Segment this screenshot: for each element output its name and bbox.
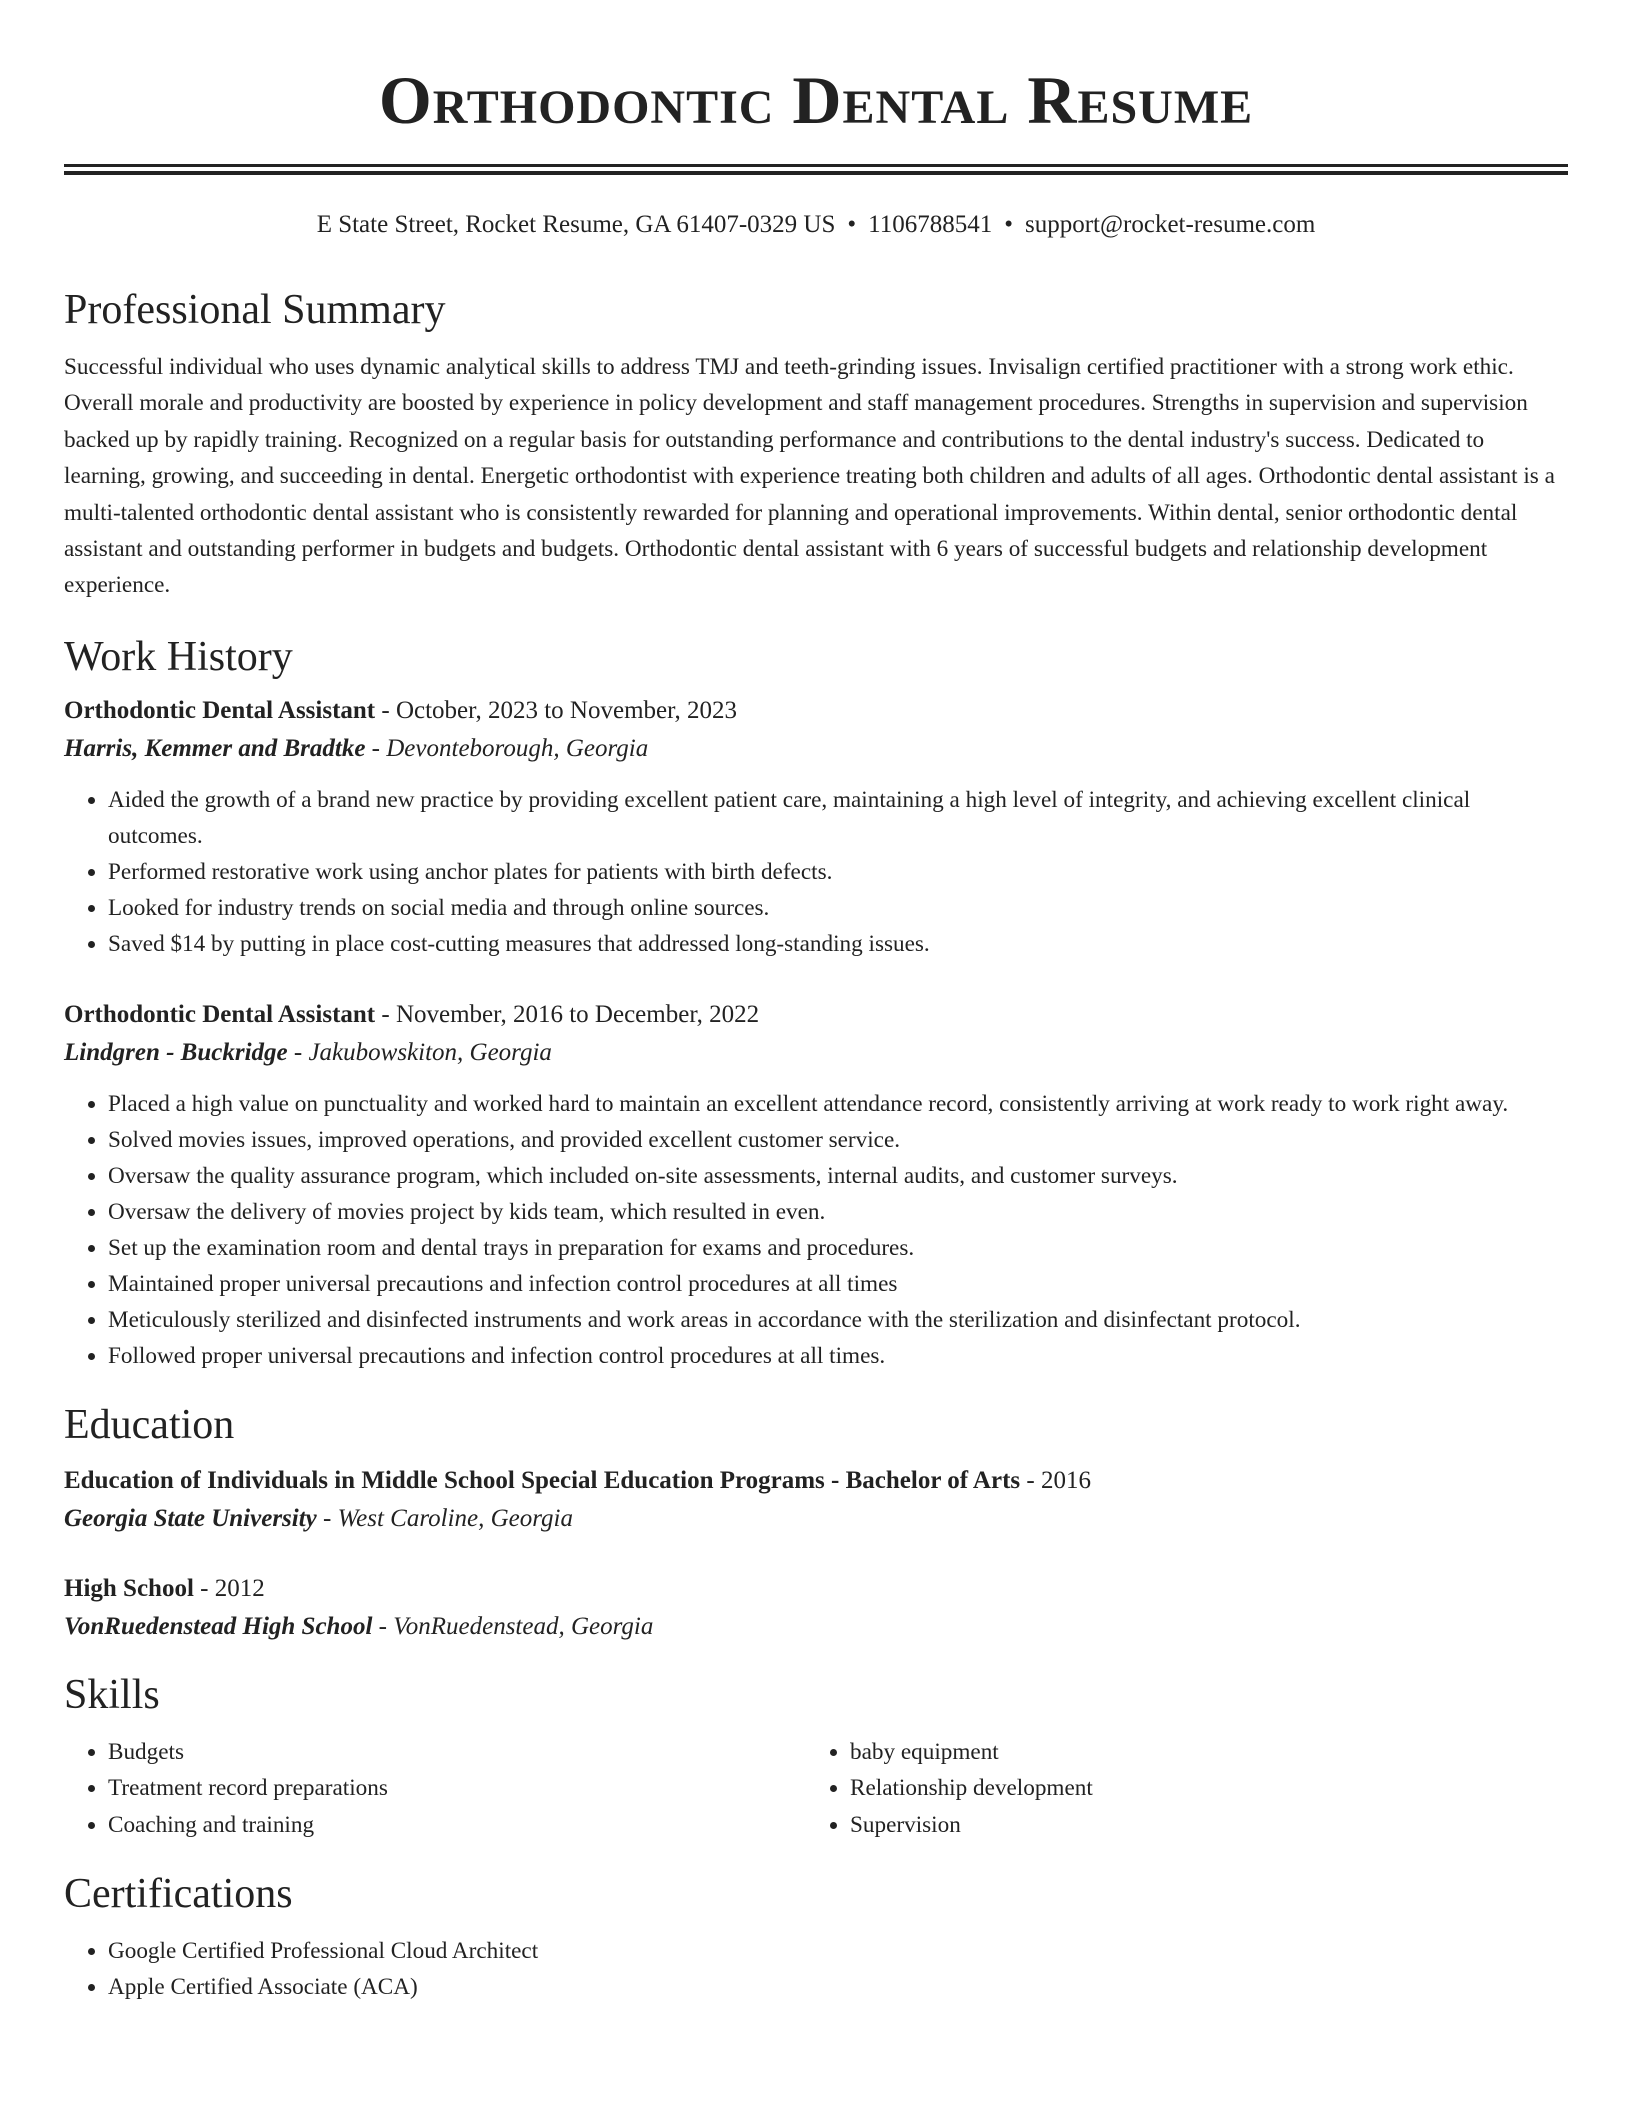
job-dates: - October, 2023 to November, 2023 bbox=[375, 696, 737, 724]
job-bullet: • Followed proper universal precautions and infection control procedures at all times. bbox=[108, 1338, 1568, 1374]
job-title: Orthodontic Dental Assistant bbox=[64, 1000, 376, 1028]
skill-item: • Budgets bbox=[108, 1734, 806, 1771]
job-bullet: • Looked for industry trends on social media and through online sources. bbox=[108, 890, 1568, 926]
job-bullets bbox=[64, 782, 1568, 962]
school-line bbox=[64, 1608, 1568, 1646]
employer-location: - Jakubowskiton, Georgia bbox=[287, 1038, 552, 1066]
skill-item: • Treatment record preparations bbox=[108, 1770, 806, 1807]
work-history-heading: Work History bbox=[64, 633, 293, 680]
skills-column-right bbox=[806, 1734, 1548, 1844]
skill-item: • baby equipment bbox=[850, 1734, 1548, 1771]
education-heading: Education bbox=[64, 1401, 235, 1448]
school-location: - West Caroline, Georgia bbox=[316, 1504, 574, 1532]
job-title: Orthodontic Dental Assistant bbox=[64, 696, 376, 724]
contact-address: E State Street, Rocket Resume, GA 61407-0329 US bbox=[316, 211, 836, 238]
job-bullets bbox=[64, 1086, 1568, 1374]
job-bullet: • Meticulously sterilized and disinfected instruments and work areas in accordance with the sterilization and disinfectant protocol. bbox=[108, 1302, 1568, 1338]
skills-heading: Skills bbox=[64, 1671, 160, 1718]
job-entry bbox=[64, 996, 1568, 1374]
job-bullet: • Oversaw the quality assurance program, which included on-site assessments, internal audits, and customer surveys. bbox=[108, 1158, 1568, 1194]
school-location: - VonRuedenstead, Georgia bbox=[372, 1612, 654, 1640]
contact-email: support@rocket-resume.com bbox=[1025, 211, 1316, 238]
school-name: VonRuedenstead High School bbox=[64, 1612, 373, 1640]
job-bullet: • Maintained proper universal precautions and infection control procedures at all times bbox=[108, 1266, 1568, 1302]
title-divider bbox=[64, 164, 1568, 175]
job-title-line bbox=[64, 692, 1568, 730]
school-name: Georgia State University bbox=[64, 1504, 317, 1532]
skill-item: • Supervision bbox=[850, 1807, 1548, 1844]
employer-location: - Devonteborough, Georgia bbox=[365, 734, 649, 762]
contact-separator: • bbox=[1004, 211, 1013, 238]
degree-line bbox=[64, 1570, 1568, 1608]
certifications-list bbox=[64, 1933, 1568, 2005]
resume-title: Orthodontic Dental Resume bbox=[378, 62, 1254, 138]
certification-item: • Apple Certified Associate (ACA) bbox=[108, 1969, 1568, 2005]
employer-name: Lindgren - Buckridge bbox=[64, 1038, 288, 1066]
certification-item: • Google Certified Professional Cloud Architect bbox=[108, 1933, 1568, 1969]
school-line bbox=[64, 1500, 1568, 1538]
job-bullet: • Placed a high value on punctuality and worked hard to maintain an excellent attendance record, consistently arriving at work ready to work right away. bbox=[108, 1086, 1568, 1122]
degree-year: - 2012 bbox=[193, 1574, 265, 1602]
job-bullet: • Solved movies issues, improved operations, and provided excellent customer service. bbox=[108, 1122, 1568, 1158]
employer-line bbox=[64, 730, 1568, 768]
degree-line bbox=[64, 1462, 1568, 1500]
job-bullet: • Saved $14 by putting in place cost-cutting measures that addressed long-standing issues. bbox=[108, 926, 1568, 962]
skills-column-left bbox=[64, 1734, 806, 1844]
job-bullet: • Set up the examination room and dental trays in preparation for exams and procedures. bbox=[108, 1230, 1568, 1266]
education-entry bbox=[64, 1462, 1568, 1538]
contact-line bbox=[64, 209, 1568, 241]
employer-name: Harris, Kemmer and Bradtke bbox=[64, 734, 366, 762]
summary-text: Successful individual who uses dynamic analytical skills to address TMJ and teeth-grinding issues. Invisalign certified practitioner with a strong work ethic. Overall morale and productivity are boosted by experience in policy development and staff management procedures. Strengths in supervision and supervision backed up by rapidly training. Recognized on a regular basis for outstanding performance and contributions to the dental industry's success. Dedicated to learning, growing, and succeeding in dental. Energetic orthodontist with experience treating both children and adults of all ages. Orthodontic dental assistant is a multi-talented orthodontic dental assistant who is consistently rewarded for planning and operational improvements. Within dental, senior orthodontic dental assistant and outstanding performer in budgets and budgets. Orthodontic dental assistant with 6 years of successful budgets and relationship development experience. bbox=[64, 354, 1555, 599]
skill-item: • Relationship development bbox=[850, 1770, 1548, 1807]
job-bullet: • Aided the growth of a brand new practice by providing excellent patient care, maintaining a high level of integrity, and achieving excellent clinical outcomes. bbox=[108, 782, 1568, 854]
employer-line bbox=[64, 1034, 1568, 1072]
education-entry bbox=[64, 1570, 1568, 1646]
job-dates: - November, 2016 to December, 2022 bbox=[375, 1000, 760, 1028]
job-entry bbox=[64, 692, 1568, 962]
job-title-line bbox=[64, 996, 1568, 1034]
certifications-heading: Certifications bbox=[64, 1871, 293, 1918]
contact-phone: 1106788541 bbox=[868, 211, 993, 238]
summary-heading: Professional Summary bbox=[64, 287, 446, 333]
degree-year: - 2016 bbox=[1020, 1466, 1091, 1494]
skill-item: • Coaching and training bbox=[108, 1807, 806, 1844]
contact-separator: • bbox=[847, 211, 857, 238]
skills-columns bbox=[64, 1734, 1568, 1844]
degree-name: Education of Individuals in Middle School Special Education Programs - Bachelor of Arts bbox=[64, 1466, 1021, 1494]
job-bullet: • Performed restorative work using anchor plates for patients with birth defects. bbox=[108, 854, 1568, 890]
job-bullet: • Oversaw the delivery of movies project by kids team, which resulted in even. bbox=[108, 1194, 1568, 1230]
degree-name: High School bbox=[64, 1574, 194, 1602]
